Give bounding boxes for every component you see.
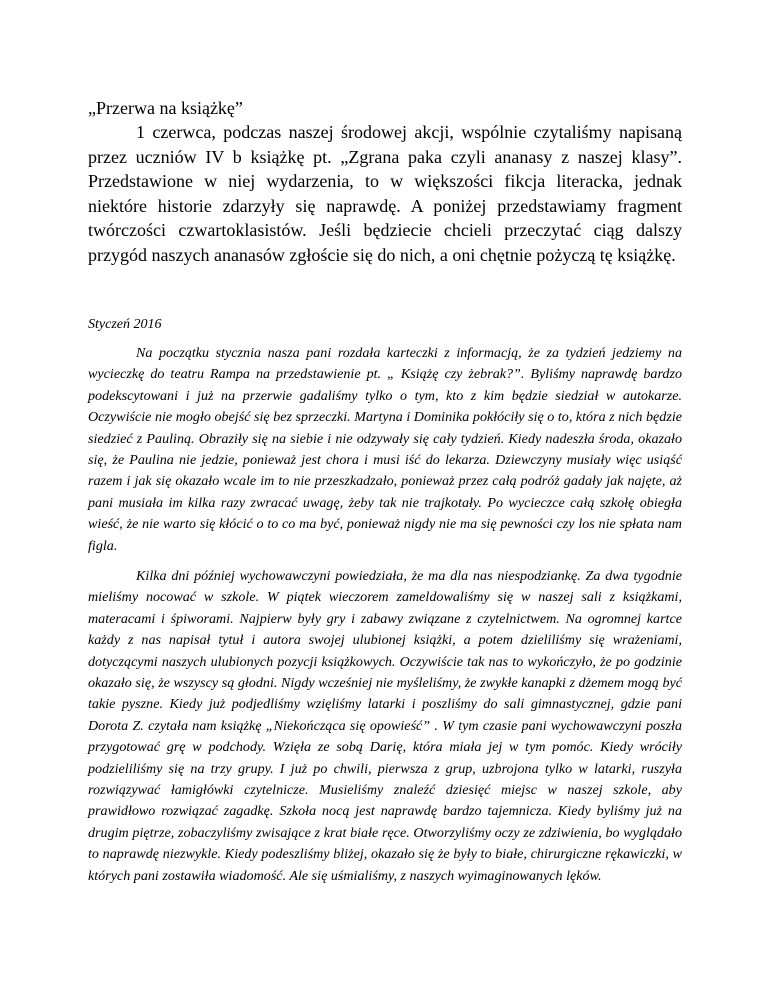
section-date-heading: Styczeń 2016 bbox=[88, 317, 162, 332]
intro-paragraph: 1 czerwca, podczas naszej środowej akcji, wspólnie czytaliśmy napisaną przez uczniów IV b książkę pt. „Zgrana paka czyli ananasy z naszej klasy”. Przedstawione w niej wydarzenia, to w większości fikcja literacka, jednak niektóre historie zdarzyły się naprawdę. A poniżej przedstawiamy fragment twórczości czwartoklasistów. Jeśli będziecie chcieli przeczytać ciąg dalszy przygód naszych ananasów zgłoście się do nich, a oni chętnie pożyczą tę książkę. bbox=[88, 122, 682, 265]
story-paragraph-2: Kilka dni później wychowawczyni powiedziała, że ma dla nas niespodziankę. Za dwa tygodnie mieliśmy nocować w szkole. W piątek wieczorem zameldowaliśmy się w naszej sali z książkami, materacami i śpiworami. Najpierw były gry i zabawy związane z czytelnictwem. Na ogromnej kartce każdy z nas napisał tytuł i autora swojej ulubionej książki, a potem dzieliliśmy się wrażeniami, dotyczącymi naszych ulubionych pozycji książkowych. Oczywiście tak nas to wykończyło, że po godzinie okazało się, że wszyscy są głodni. Nigdy wcześniej nie myśleliśmy, że zwykłe kanapki z dżemem mogą być takie pyszne. Kiedy już podjedliśmy wzięliśmy latarki i poszliśmy do sali gimnastycznej, gdzie pani Dorota Z. czytała nam książkę „Niekończąca się opowieść” . W tym czasie pani wychowawczyni poszła przygotować grę w podchody. Wzięła ze sobą Darię, która miała jej w tym pomóc. Kiedy wróciły podzieliliśmy się na trzy grupy. I już po chwili, pierwsza z grup, uzbrojona tylko w latarki, ruszyła rozwiązywać łamigłówki czytelnicze. Musieliśmy znaleźć dziesięć miejsc w naszej szkole, aby prawidłowo rozwiązać zagadkę. Szkoła nocą jest naprawdę bardzo tajemnicza. Kiedy byliśmy już na drugim piętrze, zobaczyliśmy zwisające z krat białe ręce. Otworzyliśmy oczy ze zdziwienia, bo wyglądało to naprawdę niezwykle. Kiedy podeszliśmy bliżej, okazało się że były to białe, chirurgiczne rękawiczki, w których pani zostawiła wiadomość. Ale się uśmialiśmy, z naszych wyimaginowanych lęków. bbox=[88, 568, 682, 884]
story-paragraph-1: Na początku stycznia nasza pani rozdała karteczki z informacją, że za tydzień jedziemy na wycieczkę do teatru Rampa na przedstawienie pt. „ Książę czy żebrak?”. Byliśmy naprawdę bardzo podekscytowani i już na przerwie gadaliśmy tylko o tym, kto z kim będzie siedział w autokarze. Oczywiście nie mogło obejść się bez sprzeczki. Martyna i Dominika pokłóciły się o to, która z nich będzie siedzieć z Pauliną. Obraziły się na siebie i nie odzywały się cały tydzień. Kiedy nadeszła środa, okazało się, że Paulina nie jedzie, ponieważ jest chora i musi iść do lekarza. Dziewczyny musiały więc usiąść razem i jak się okazało wcale im to nie przeszkadzało, ponieważ przez całą podróż gadały jak najęte, aż pani musiała im kilka razy zwracać uwagę, żeby tak nie trajkotały. Po wycieczce całą szkołę obiegła wieść, że nie warto się kłócić o to co ma być, ponieważ nigdy nie ma się pewności czy los nie spłata nam figla. bbox=[88, 345, 682, 554]
document-title: „Przerwa na książkę” bbox=[88, 98, 243, 118]
